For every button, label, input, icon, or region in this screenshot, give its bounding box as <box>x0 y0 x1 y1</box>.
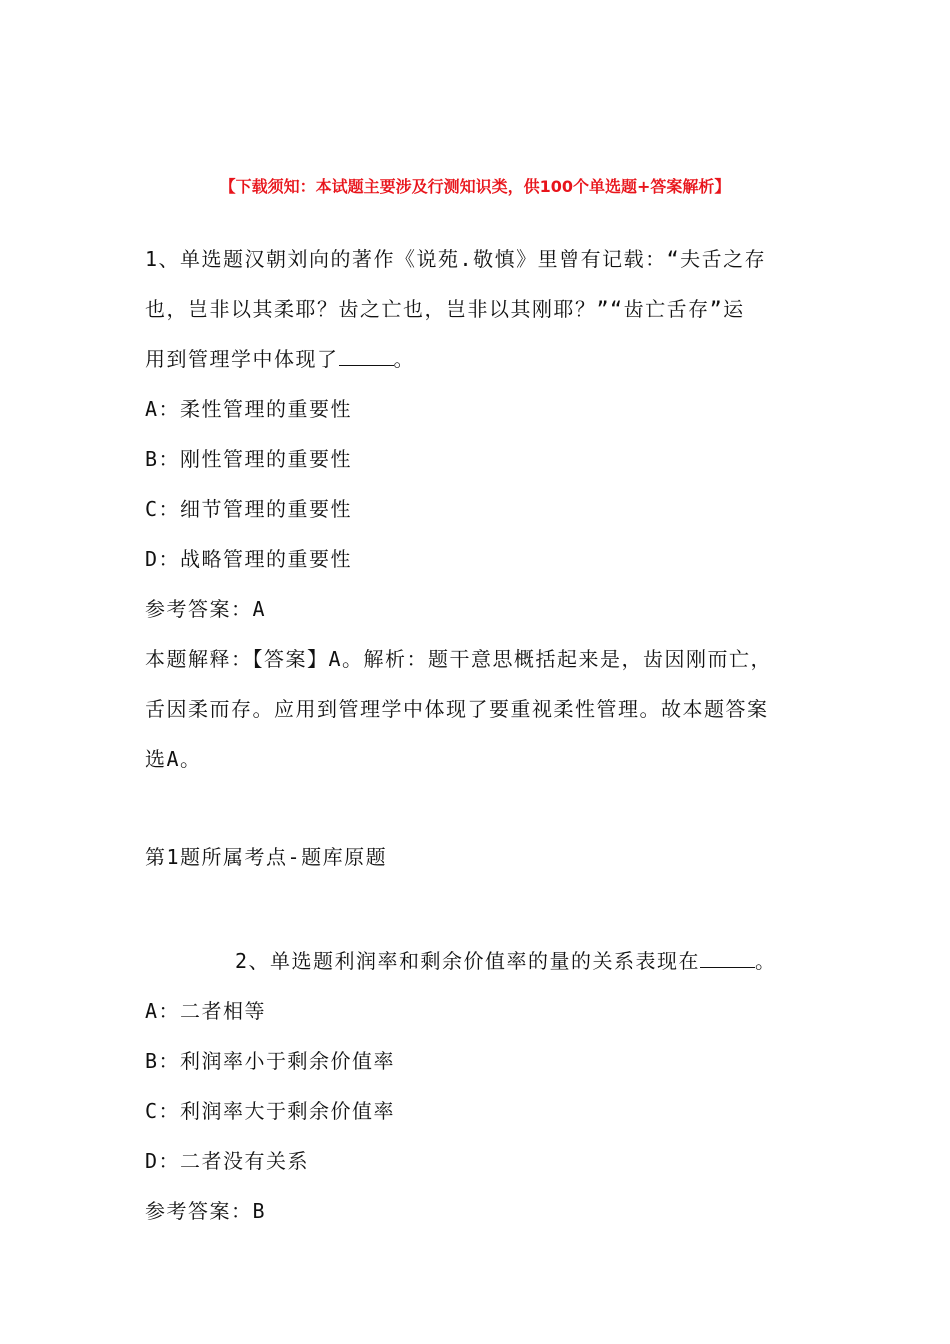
question-2-option-b: B：利润率小于剩余价值率 <box>145 1049 396 1073</box>
download-notice: 【下载须知：本试题主要涉及行测知识类，供100个单选题+答案解析】 <box>219 177 731 196</box>
question-1-stem-line <box>145 334 810 384</box>
question-1-explanation-line: 舌因柔而存。应用到管理学中体现了要重视柔性管理。故本题答案 <box>145 697 769 721</box>
answer-blank <box>339 347 394 366</box>
question-1-explanation-line: 选A。 <box>145 747 202 771</box>
question-1-stem-line: 也，岂非以其柔耶？齿之亡也，岂非以其刚耶？”“齿亡舌存”运 <box>145 297 745 321</box>
question-1-option-d: D：战略管理的重要性 <box>145 547 353 571</box>
question-1-option-c: C：细节管理的重要性 <box>145 497 353 521</box>
question-1-explanation-line: 本题解释：【答案】A。解析：题干意思概括起来是，齿因刚而亡， <box>145 647 773 671</box>
answer-blank <box>700 949 755 968</box>
question-1-stem-line: 1、单选题汉朝刘向的著作《说苑.敬慎》里曾有记载：“夫舌之存 <box>145 247 767 271</box>
question-1-answer: 参考答案：A <box>145 597 267 621</box>
question-2 <box>145 936 810 1236</box>
question-1-stem-text: 用到管理学中体现了 <box>145 347 339 371</box>
question-2-stem-end: 。 <box>755 949 777 973</box>
question-2-stem <box>145 936 810 986</box>
question-1 <box>145 234 810 882</box>
question-2-answer: 参考答案：B <box>145 1199 267 1223</box>
question-1-option-a: A：柔性管理的重要性 <box>145 397 353 421</box>
question-2-option-c: C：利润率大于剩余价值率 <box>145 1099 396 1123</box>
question-content <box>145 234 810 1236</box>
question-1-stem-end: 。 <box>393 347 415 371</box>
question-1-option-b: B：刚性管理的重要性 <box>145 447 353 471</box>
question-2-stem-text: 2、单选题利润率和剩余价值率的量的关系表现在 <box>235 949 701 973</box>
question-2-option-d: D：二者没有关系 <box>145 1149 310 1173</box>
question-2-option-a: A：二者相等 <box>145 999 267 1023</box>
question-1-source: 第1题所属考点-题库原题 <box>145 845 388 869</box>
